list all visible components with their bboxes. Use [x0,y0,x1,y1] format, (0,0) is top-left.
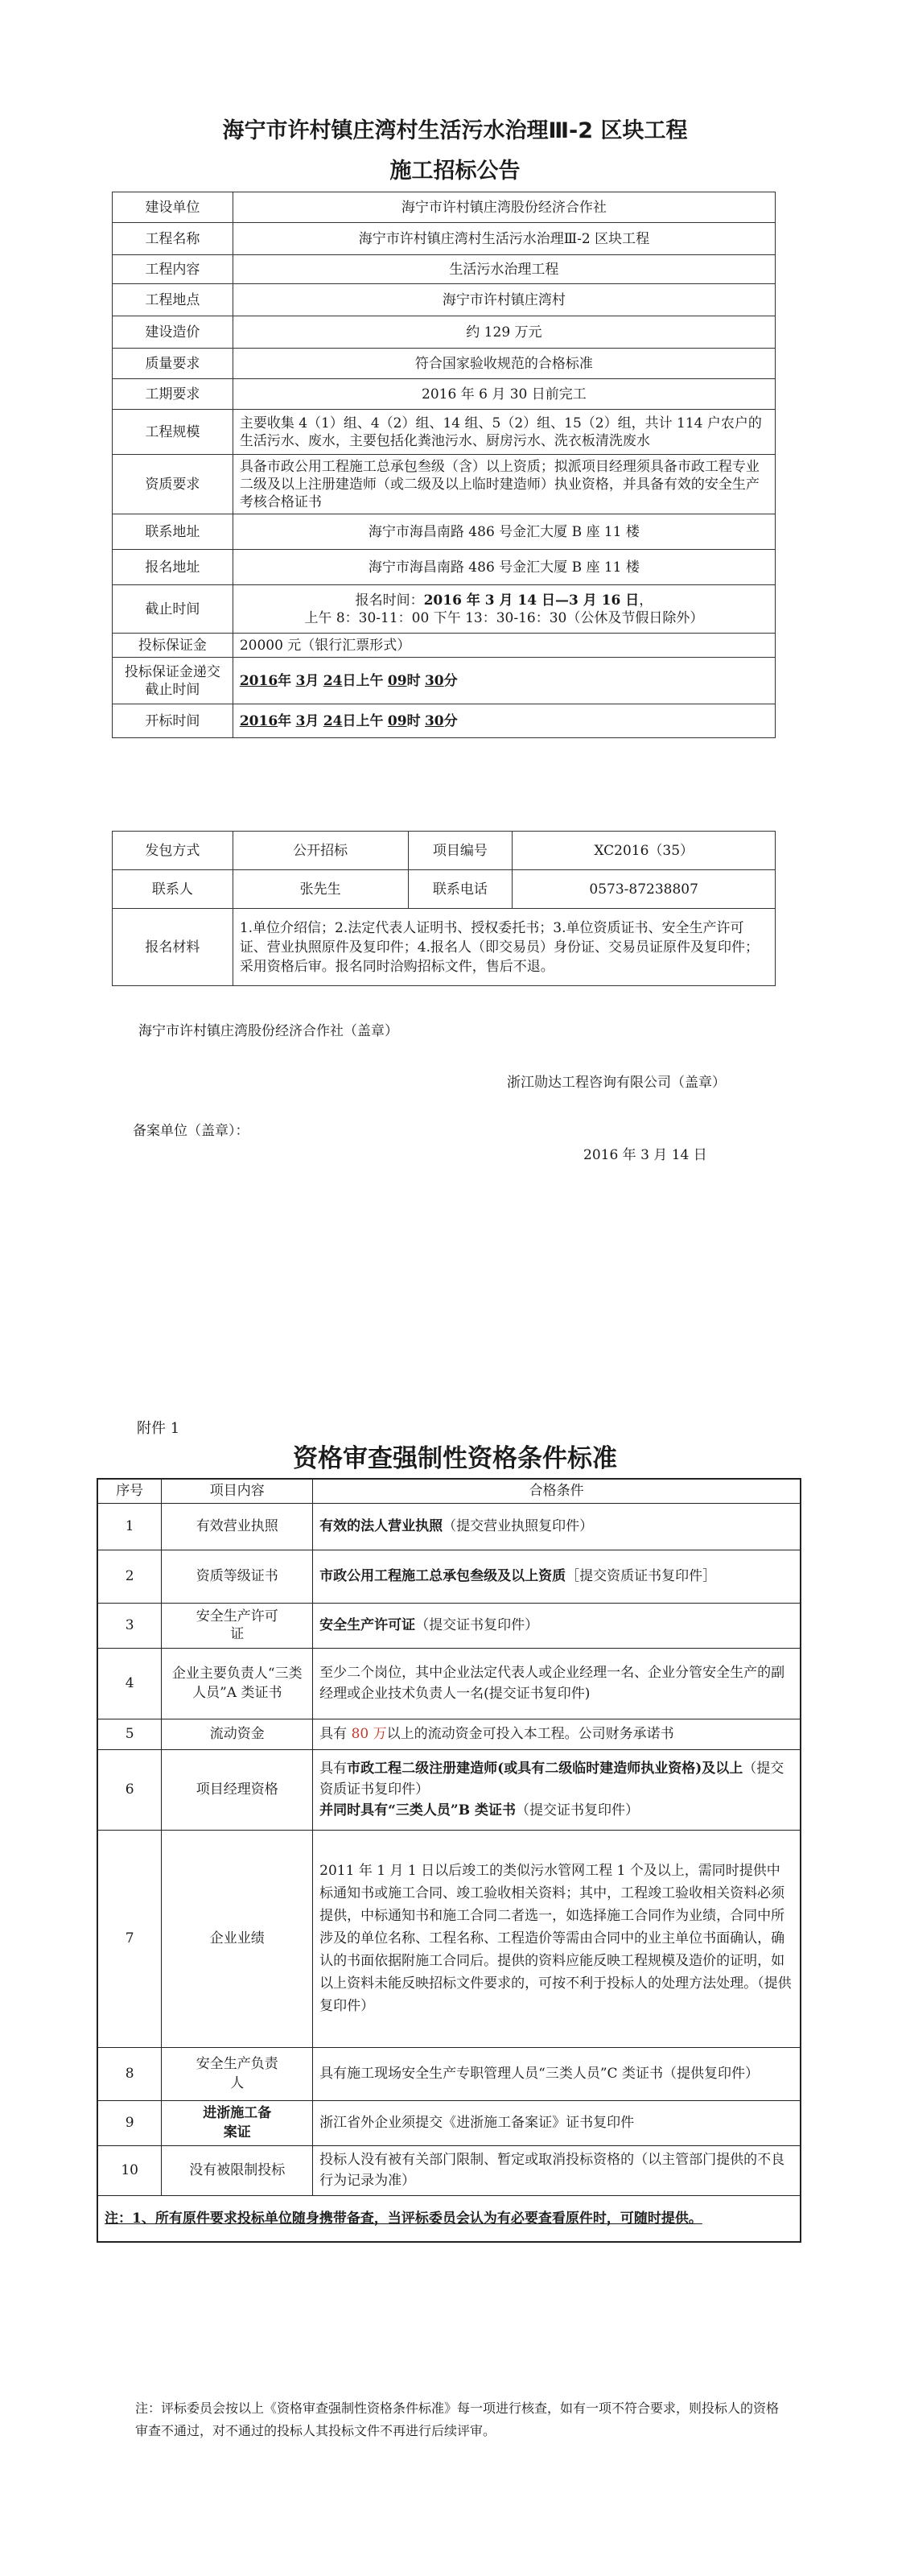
notice-row [113,349,776,379]
row-no: 6 [97,1749,162,1830]
notice-table [112,192,776,738]
header-item: 项目内容 [162,1479,313,1503]
header-condition: 合格条件 [313,1479,801,1503]
row-no: 9 [97,2100,162,2145]
contact-row [113,870,776,909]
contact-label: 联系人 [113,870,233,909]
criteria-row [97,1648,801,1719]
row-no: 7 [97,1830,162,2047]
deadline-dates: 2016 年 3 月 14 日—3 月 16 日 [423,592,640,609]
row-no: 1 [97,1503,162,1550]
row-item: 进浙施工备案证 [162,2100,313,2145]
row-condition [313,1503,801,1550]
phone-value: 0573-87238807 [513,870,776,909]
bid-year: 2016 [239,672,278,689]
bid-d: 日上午 [342,672,384,689]
notice-row-value: 符合国家验收规范的合格标准 [233,349,775,379]
materials-row [113,909,776,986]
materials-label: 报名材料 [113,909,233,986]
condition-text-2: （提交证书复印件） [516,1802,639,1818]
open-year: 2016 [239,712,278,729]
row-no: 10 [97,2145,162,2195]
notice-row [113,316,776,349]
bid-minute: 30 [424,672,444,689]
notice-row [113,410,776,455]
notice-row [113,284,776,316]
open-hour: 09 [387,712,407,729]
notice-subtitle: 施工招标公告 [389,159,521,184]
notice-row-value: 海宁市海昌南路 486 号金汇大厦 B 座 11 楼 [233,514,775,550]
notice-row-value: 2016 年 6 月 30 日前完工 [233,379,775,410]
row-no: 8 [97,2047,162,2100]
signature-owner: 海宁市许村镇庄湾股份经济合作社（盖章） [138,1023,398,1039]
deadline-prefix: 报名时间： [355,592,424,609]
open-time-label: 开标时间 [113,704,233,738]
project-no-label: 项目编号 [408,832,513,870]
condition-pre: 具有 [319,1761,348,1777]
notice-row-value: 海宁市许村镇庄湾股份经济合作社 [233,192,775,223]
bid-y: 年 [278,672,292,689]
condition-bold: 市政工程二级注册建造师(或具有二级临时建造师执业资格)及以上 [347,1761,743,1777]
phone-label: 联系电话 [408,870,513,909]
row-no: 4 [97,1648,162,1719]
open-minute: 30 [424,712,444,729]
row-item: 资质等级证书 [162,1550,313,1603]
bid-hour: 09 [387,672,407,689]
notice-row-value: 主要收集 4（1）组、4（2）组、14 组、5（2）组、15（2）组，共计 114 户农户的生活污水、废水，主要包括化粪池污水、厨房污水、洗衣板清洗废水 [233,410,775,455]
row-no: 2 [97,1550,162,1603]
open-h: 时 [406,712,421,729]
condition-text: ［提交资质证书复印件］ [566,1568,717,1584]
row-no: 3 [97,1603,162,1648]
open-d: 日上午 [342,712,384,729]
notice-row-value: 生活污水治理工程 [233,255,775,284]
notice-table-bottom [112,831,776,986]
condition-text: （提交资质证书复印件） [319,1761,784,1798]
criteria-row [97,2145,801,2195]
criteria-title: 资格审查强制性资格条件标准 [293,1444,617,1473]
criteria-row [97,1503,801,1550]
bond-row [113,634,776,658]
condition-bold: 市政公用工程施工总承包叁级及以上资质 [319,1568,566,1584]
condition-pre: 具有 [319,1726,352,1742]
method-value: 公开招标 [233,832,408,870]
open-time-value [233,704,775,738]
notice-row-label: 工程内容 [113,255,233,284]
notice-row [113,455,776,514]
row-condition: 至少二个岗位，其中企业法定代表人或企业经理一名、企业分管安全生产的副经理或企业技术负责人一名(提交证书复印件) [313,1648,801,1719]
row-item: 企业主要负责人“三类人员”A 类证书 [162,1648,313,1719]
condition-bold: 安全生产许可证 [319,1617,416,1633]
bid-day: 24 [323,672,343,689]
open-time-row [113,704,776,738]
bid-deadline-label: 投标保证金递交截止时间 [113,658,233,704]
project-no-value: XC2016（35） [513,832,776,870]
signature-date: 2016 年 3 月 14 日 [583,1147,707,1163]
deadline-label: 截止时间 [113,585,233,634]
row-item: 项目经理资格 [162,1749,313,1830]
criteria-row [97,1749,801,1830]
row-item: 有效营业执照 [162,1503,313,1550]
row-condition [313,1749,801,1830]
row-no: 5 [97,1719,162,1749]
criteria-footnote: 注：1、所有原件要求投标单位随身携带备查，当评标委员会认为有必要查看原件时，可随时提供。 [97,2195,801,2242]
notice-row-label: 建设造价 [113,316,233,349]
notice-row-value: 海宁市许村镇庄湾村生活污水治理Ⅲ-2 区块工程 [233,223,775,255]
criteria-row [97,1719,801,1749]
condition-bold: 有效的法人营业执照 [319,1518,443,1534]
notice-row-label: 建设单位 [113,192,233,223]
open-month: 3 [295,712,306,729]
attachment-label: 附件 1 [137,1420,180,1437]
bid-deadline-value [233,658,775,704]
notice-row-label: 资质要求 [113,455,233,514]
criteria-header [97,1479,801,1503]
criteria-row [97,1550,801,1603]
notice-row-value: 海宁市许村镇庄湾村 [233,284,775,316]
bid-month: 3 [295,672,306,689]
materials-value: 1.单位介绍信；2.法定代表人证明书、授权委托书；3.单位资质证书、安全生产许可证、营业执照原件及复印件；4.报名人（即交易员）身份证、交易员证原件及复印件；采用资格后审。报名同时洽购招标文件，售后不退。 [233,909,775,986]
notice-row-label: 工期要求 [113,379,233,410]
header-no: 序号 [97,1479,162,1503]
bid-deadline-row [113,658,776,704]
row-condition: 投标人没有被有关部门限制、暂定或取消投标资格的（以主管部门提供的不良行为记录为准） [313,2145,801,2195]
criteria-row [97,1603,801,1648]
row-condition [313,1550,801,1603]
notice-row-label: 报名地址 [113,550,233,585]
deadline-row [113,585,776,634]
notice-row-label: 联系地址 [113,514,233,550]
row-condition [313,1719,801,1749]
notice-title: 海宁市许村镇庄湾村生活污水治理Ⅲ-2 区块工程 [222,118,688,143]
bid-m: 月 [305,672,319,689]
method-row [113,832,776,870]
row-item: 安全生产许可证 [162,1603,313,1648]
row-item: 安全生产负责人 [162,2047,313,2100]
notice-row-label: 质量要求 [113,349,233,379]
notice-row [113,550,776,585]
criteria-footnote-row [97,2195,801,2242]
criteria-row [97,2047,801,2100]
condition-text: （提交营业执照复印件） [443,1518,594,1534]
open-y: 年 [278,712,292,729]
notice-row [113,223,776,255]
open-m: 月 [305,712,319,729]
notice-row [113,255,776,284]
condition-text: （提交证书复印件） [415,1617,539,1633]
bid-h: 时 [406,672,421,689]
signature-agent: 浙江勋达工程咨询有限公司（盖章） [507,1075,726,1091]
condition-amount: 80 万 [351,1726,387,1742]
condition-bold-2: 并同时具有“三类人员”B 类证书 [319,1802,516,1818]
notice-row [113,514,776,550]
notice-row-value: 约 129 万元 [233,316,775,349]
bottom-note: 注：评标委员会按以上《资格审查强制性资格条件标准》每一项进行核查，如有一项不符合要求，则投标人的资格审查不通过，对不通过的投标人其投标文件不再进行后续评审。 [135,2401,780,2438]
signature-record: 备案单位（盖章）： [133,1123,249,1139]
row-item: 企业业绩 [162,1830,313,2047]
deadline-suffix: ， [639,592,653,609]
deadline-hours: 上午 8：30-11：00 下午 13：30-16：30（公休及节假日除外） [304,609,704,626]
notice-row-value: 海宁市海昌南路 486 号金汇大厦 B 座 11 楼 [233,550,775,585]
notice-row-label: 工程地点 [113,284,233,316]
bid-min: 分 [443,672,458,689]
criteria-table [97,1478,801,2243]
criteria-row [97,2100,801,2145]
contact-value: 张先生 [233,870,408,909]
notice-row-label: 工程名称 [113,223,233,255]
notice-row [113,379,776,410]
open-min: 分 [443,712,458,729]
notice-row-value: 具备市政公用工程施工总承包叁级（含）以上资质；拟派项目经理须具备市政工程专业二级及以上注册建造师（或二级及以上临时建造师）执业资格，并具备有效的安全生产考核合格证书 [233,455,775,514]
row-item: 没有被限制投标 [162,2145,313,2195]
row-condition: 2011 年 1 月 1 日以后竣工的类似污水管网工程 1 个及以上，需同时提供中标通知书或施工合同、竣工验收相关资料；其中，工程竣工验收相关资料必须提供，中标通知书和施工合同二者选一，如选择施工合同作为业绩，合同中所涉及的单位名称、工程名称、工程造价等需由合同中的业主单位书面确认，确认的书面依据附施工合同后。提供的资料应能反映工程规模及造价的证明，如以上资料未能反映招标文件要求的，可按不利于投标人的处理方法处理。（提供复印件） [313,1830,801,2047]
row-condition: 具有施工现场安全生产专职管理人员“三类人员”C 类证书（提供复印件） [313,2047,801,2100]
bond-value: 20000 元（银行汇票形式） [233,634,775,658]
method-label: 发包方式 [113,832,233,870]
notice-row-label: 工程规模 [113,410,233,455]
row-item: 流动资金 [162,1719,313,1749]
notice-row [113,192,776,223]
open-day: 24 [323,712,343,729]
row-condition [313,1603,801,1648]
criteria-row [97,1830,801,2047]
row-condition: 浙江省外企业须提交《进浙施工备案证》证书复印件 [313,2100,801,2145]
condition-text: 以上的流动资金可投入本工程。公司财务承诺书 [386,1726,674,1742]
bond-label: 投标保证金 [113,634,233,658]
